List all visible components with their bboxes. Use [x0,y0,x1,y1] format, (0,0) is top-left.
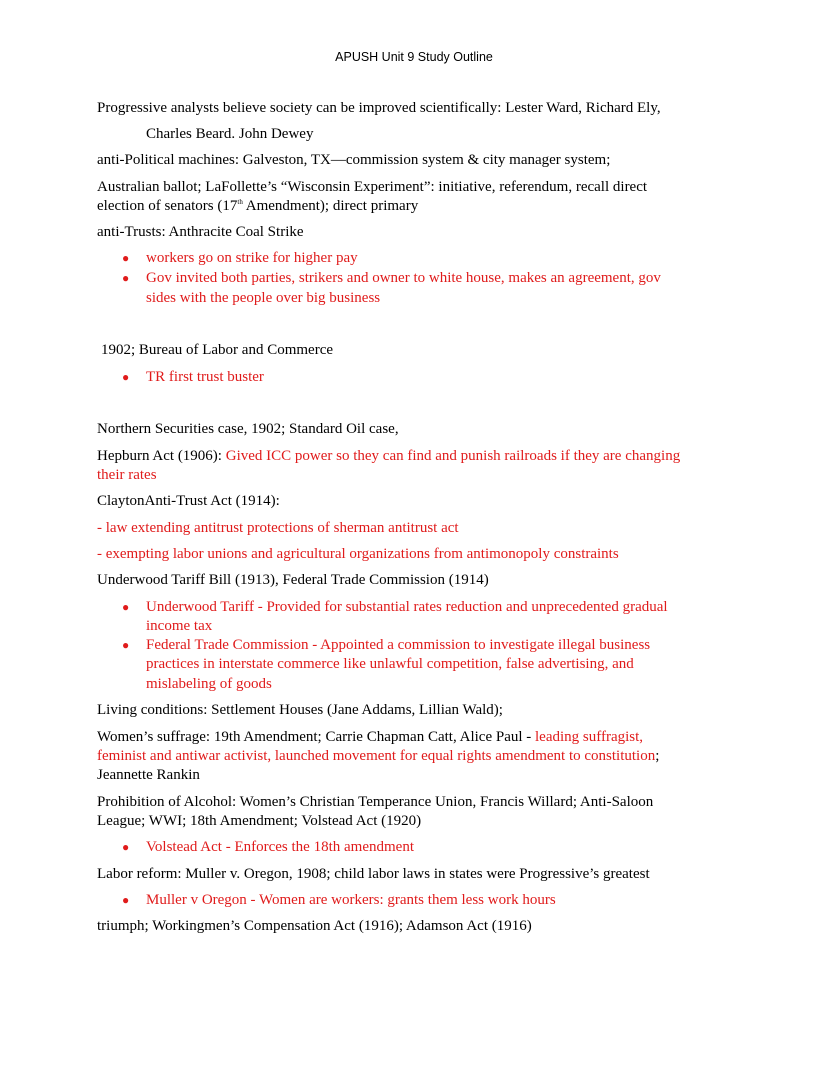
text-span: Amendment); direct primary [242,198,419,214]
text-span: election of senators (17 [97,198,238,214]
bullet-icon: ● [122,271,130,285]
text-line [97,747,659,766]
text-line: Charles Beard. John Dewey [146,126,314,142]
text-line: ClaytonAnti-Trust Act (1914): [97,493,280,509]
text-line [97,728,643,747]
superscript: th [237,198,243,206]
text-span: ; [655,748,660,764]
bullet-icon: ● [122,840,130,854]
bullet-text: Muller v Oregon - Women are workers: grants them less work hours [146,892,556,908]
annotation-text: Gived ICC power so they can find and punish railroads if they are changing [225,448,681,464]
text-line: Labor reform: Muller v. Oregon, 1908; child labor laws in states were Progressive’s greatest [97,866,650,882]
text-line: Living conditions: Settlement Houses (Jane Addams, Lillian Wald); [97,702,503,718]
text-line [97,197,418,216]
bullet-text: Gov invited both parties, strikers and owner to white house, makes an agreement, gov [146,270,661,286]
annotation-text: feminist and antiwar activist, launched movement for equal rights amendment to constitution [97,748,656,764]
text-line: Underwood Tariff Bill (1913), Federal Trade Commission (1914) [97,572,489,588]
text-span: Women’s suffrage: 19th Amendment; Carrie Chapman Catt, Alice Paul - [97,729,536,745]
bullet-text: Federal Trade Commission - Appointed a commission to investigate illegal business [146,637,651,653]
bullet-text: workers go on strike for higher pay [146,250,358,266]
text-line: Australian ballot; LaFollette’s “Wisconsin Experiment”: initiative, referendum, recall direct [97,179,648,195]
text-line: anti-Political machines: Galveston, TX—commission system & city manager system; [97,152,611,168]
bullet-text: Underwood Tariff - Provided for substantial rates reduction and unprecedented gradual [146,599,668,615]
text-line: Northern Securities case, 1902; Standard Oil case, [97,421,399,437]
bullet-icon: ● [122,893,130,907]
bullet-text: sides with the people over big business [146,290,381,306]
bullet-icon: ● [122,638,130,652]
bullet-text: mislabeling of goods [146,676,272,692]
bullet-icon: ● [122,600,130,614]
annotation-text: - law extending antitrust protections of sherman antitrust act [97,520,459,536]
text-line [97,447,680,466]
text-line: Jeannette Rankin [97,767,200,783]
bullet-icon: ● [122,251,130,265]
bullet-text: practices in interstate commerce like unlawful competition, false advertising, and [146,656,634,672]
text-line: anti-Trusts: Anthracite Coal Strike [97,224,304,240]
text-line: League; WWI; 18th Amendment; Volstead Act (1920) [97,813,422,829]
annotation-text: leading suffragist, [535,729,644,745]
text-line: Prohibition of Alcohol: Women’s Christian Temperance Union, Francis Willard; Anti-Saloon [97,794,654,810]
text-line: triumph; Workingmen’s Compensation Act (1916); Adamson Act (1916) [97,918,532,934]
bullet-text: Volstead Act - Enforces the 18th amendment [146,839,414,855]
text-line: Progressive analysts believe society can be improved scientifically: Lester Ward, Richard Ely, [97,100,661,116]
annotation-text: - exempting labor unions and agricultural organizations from antimonopoly constraints [97,546,619,562]
bullet-text: TR first trust buster [146,369,264,385]
text-span: Hepburn Act (1906): [97,448,226,464]
bullet-text: income tax [146,618,213,634]
text-line: 1902; Bureau of Labor and Commerce [101,342,334,358]
page-title: APUSH Unit 9 Study Outline [335,50,493,64]
bullet-icon: ● [122,370,130,384]
annotation-text: their rates [97,467,157,483]
